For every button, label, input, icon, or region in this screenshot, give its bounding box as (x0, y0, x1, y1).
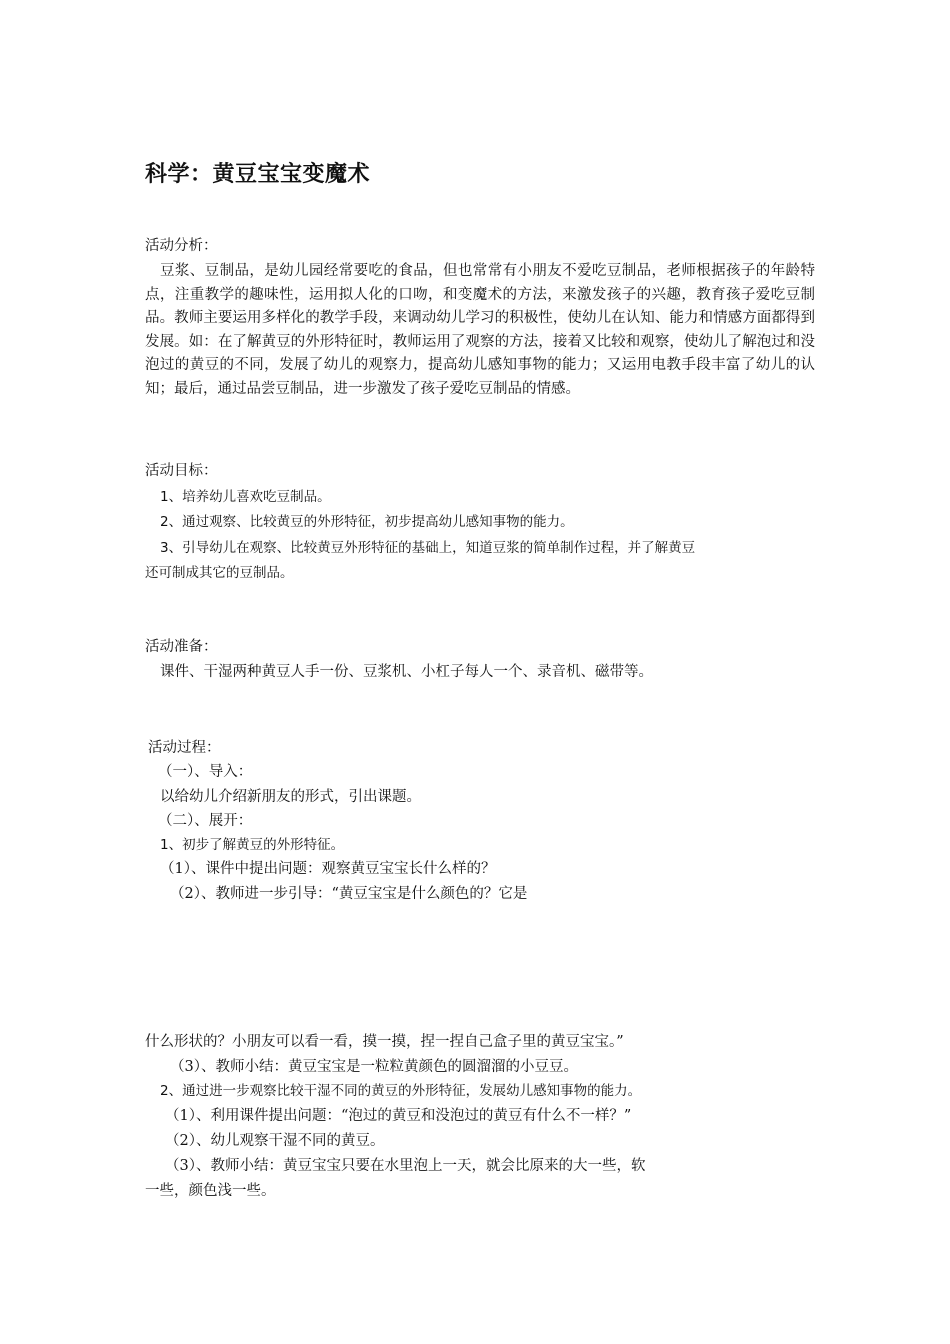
process-line: （3）、教师小结：黄豆宝宝是一粒粒黄颜色的圆溜溜的小豆豆。 (170, 1059, 578, 1075)
analysis-heading: 活动分析： (145, 238, 218, 254)
process-line: 2、通过进一步观察比较干湿不同的黄豆的外形特征，发展幼儿感知事物的能力。 (160, 1083, 642, 1099)
process-line: 一些，颜色浅一些。 (145, 1183, 276, 1199)
process-line: （1）、利用课件提出问题：“泡过的黄豆和没泡过的黄豆有什么不一样？” (165, 1108, 632, 1124)
analysis-paragraph: 豆浆、豆制品，是幼儿园经常要吃的食品，但也常常有小朋友不爱吃豆制品，老师根据孩子的年龄特点，注重教学的趣味性，运用拟人化的口吻，和变魔术的方法，来激发孩子的兴趣，教育孩子爱吃豆制品。教师主要运用多样化的教学手段，来调动幼儿学习的积极性，使幼儿在认知、能力和情感方面都得到发展。如：在了解黄豆的外形特征时，教师运用了观察的方法，接着又比较和观察，使幼儿了解泡过和没泡过的黄豆的不同，发展了幼儿的观察力，提高幼儿感知事物的能力；又运用电教手段丰富了幼儿的认知；最后，通过品尝豆制品，进一步激发了孩子爱吃豆制品的情感。 (145, 263, 815, 397)
process-line: （2）、幼儿观察干湿不同的黄豆。 (165, 1133, 385, 1149)
process-line: （二）、展开： (158, 813, 253, 829)
goal-item: 1、培养幼儿喜欢吃豆制品。 (160, 489, 331, 505)
process-line: （一）、导入： (158, 764, 253, 780)
process-line: （3）、教师小结：黄豆宝宝只要在水里泡上一天，就会比原来的大一些，软 (165, 1158, 646, 1174)
process-heading: 活动过程： (148, 740, 221, 756)
preparation-heading: 活动准备： (145, 639, 218, 655)
goals-heading: 活动目标： (145, 463, 218, 479)
goal-item-continued: 还可制成其它的豆制品。 (145, 565, 294, 581)
process-line: 1、初步了解黄豆的外形特征。 (160, 837, 345, 853)
process-line: （2）、教师进一步引导：“黄豆宝宝是什么颜色的？它是 (170, 886, 528, 902)
process-line: 以给幼儿介绍新朋友的形式，引出课题。 (160, 789, 421, 805)
process-line: 什么形状的？小朋友可以看一看，摸一摸，捏一捏自己盒子里的黄豆宝宝。” (145, 1034, 624, 1050)
goal-item: 3、引导幼儿在观察、比较黄豆外形特征的基础上，知道豆浆的简单制作过程，并了解黄豆 (160, 540, 696, 556)
goal-item: 2、通过观察、比较黄豆的外形特征，初步提高幼儿感知事物的能力。 (160, 514, 574, 530)
process-line: （1）、课件中提出问题：观察黄豆宝宝长什么样的？ (160, 861, 496, 877)
preparation-body: 课件、干湿两种黄豆人手一份、豆浆机、小杠子每人一个、录音机、磁带等。 (160, 664, 653, 680)
document-title: 科学：黄豆宝宝变魔术 (145, 162, 371, 187)
